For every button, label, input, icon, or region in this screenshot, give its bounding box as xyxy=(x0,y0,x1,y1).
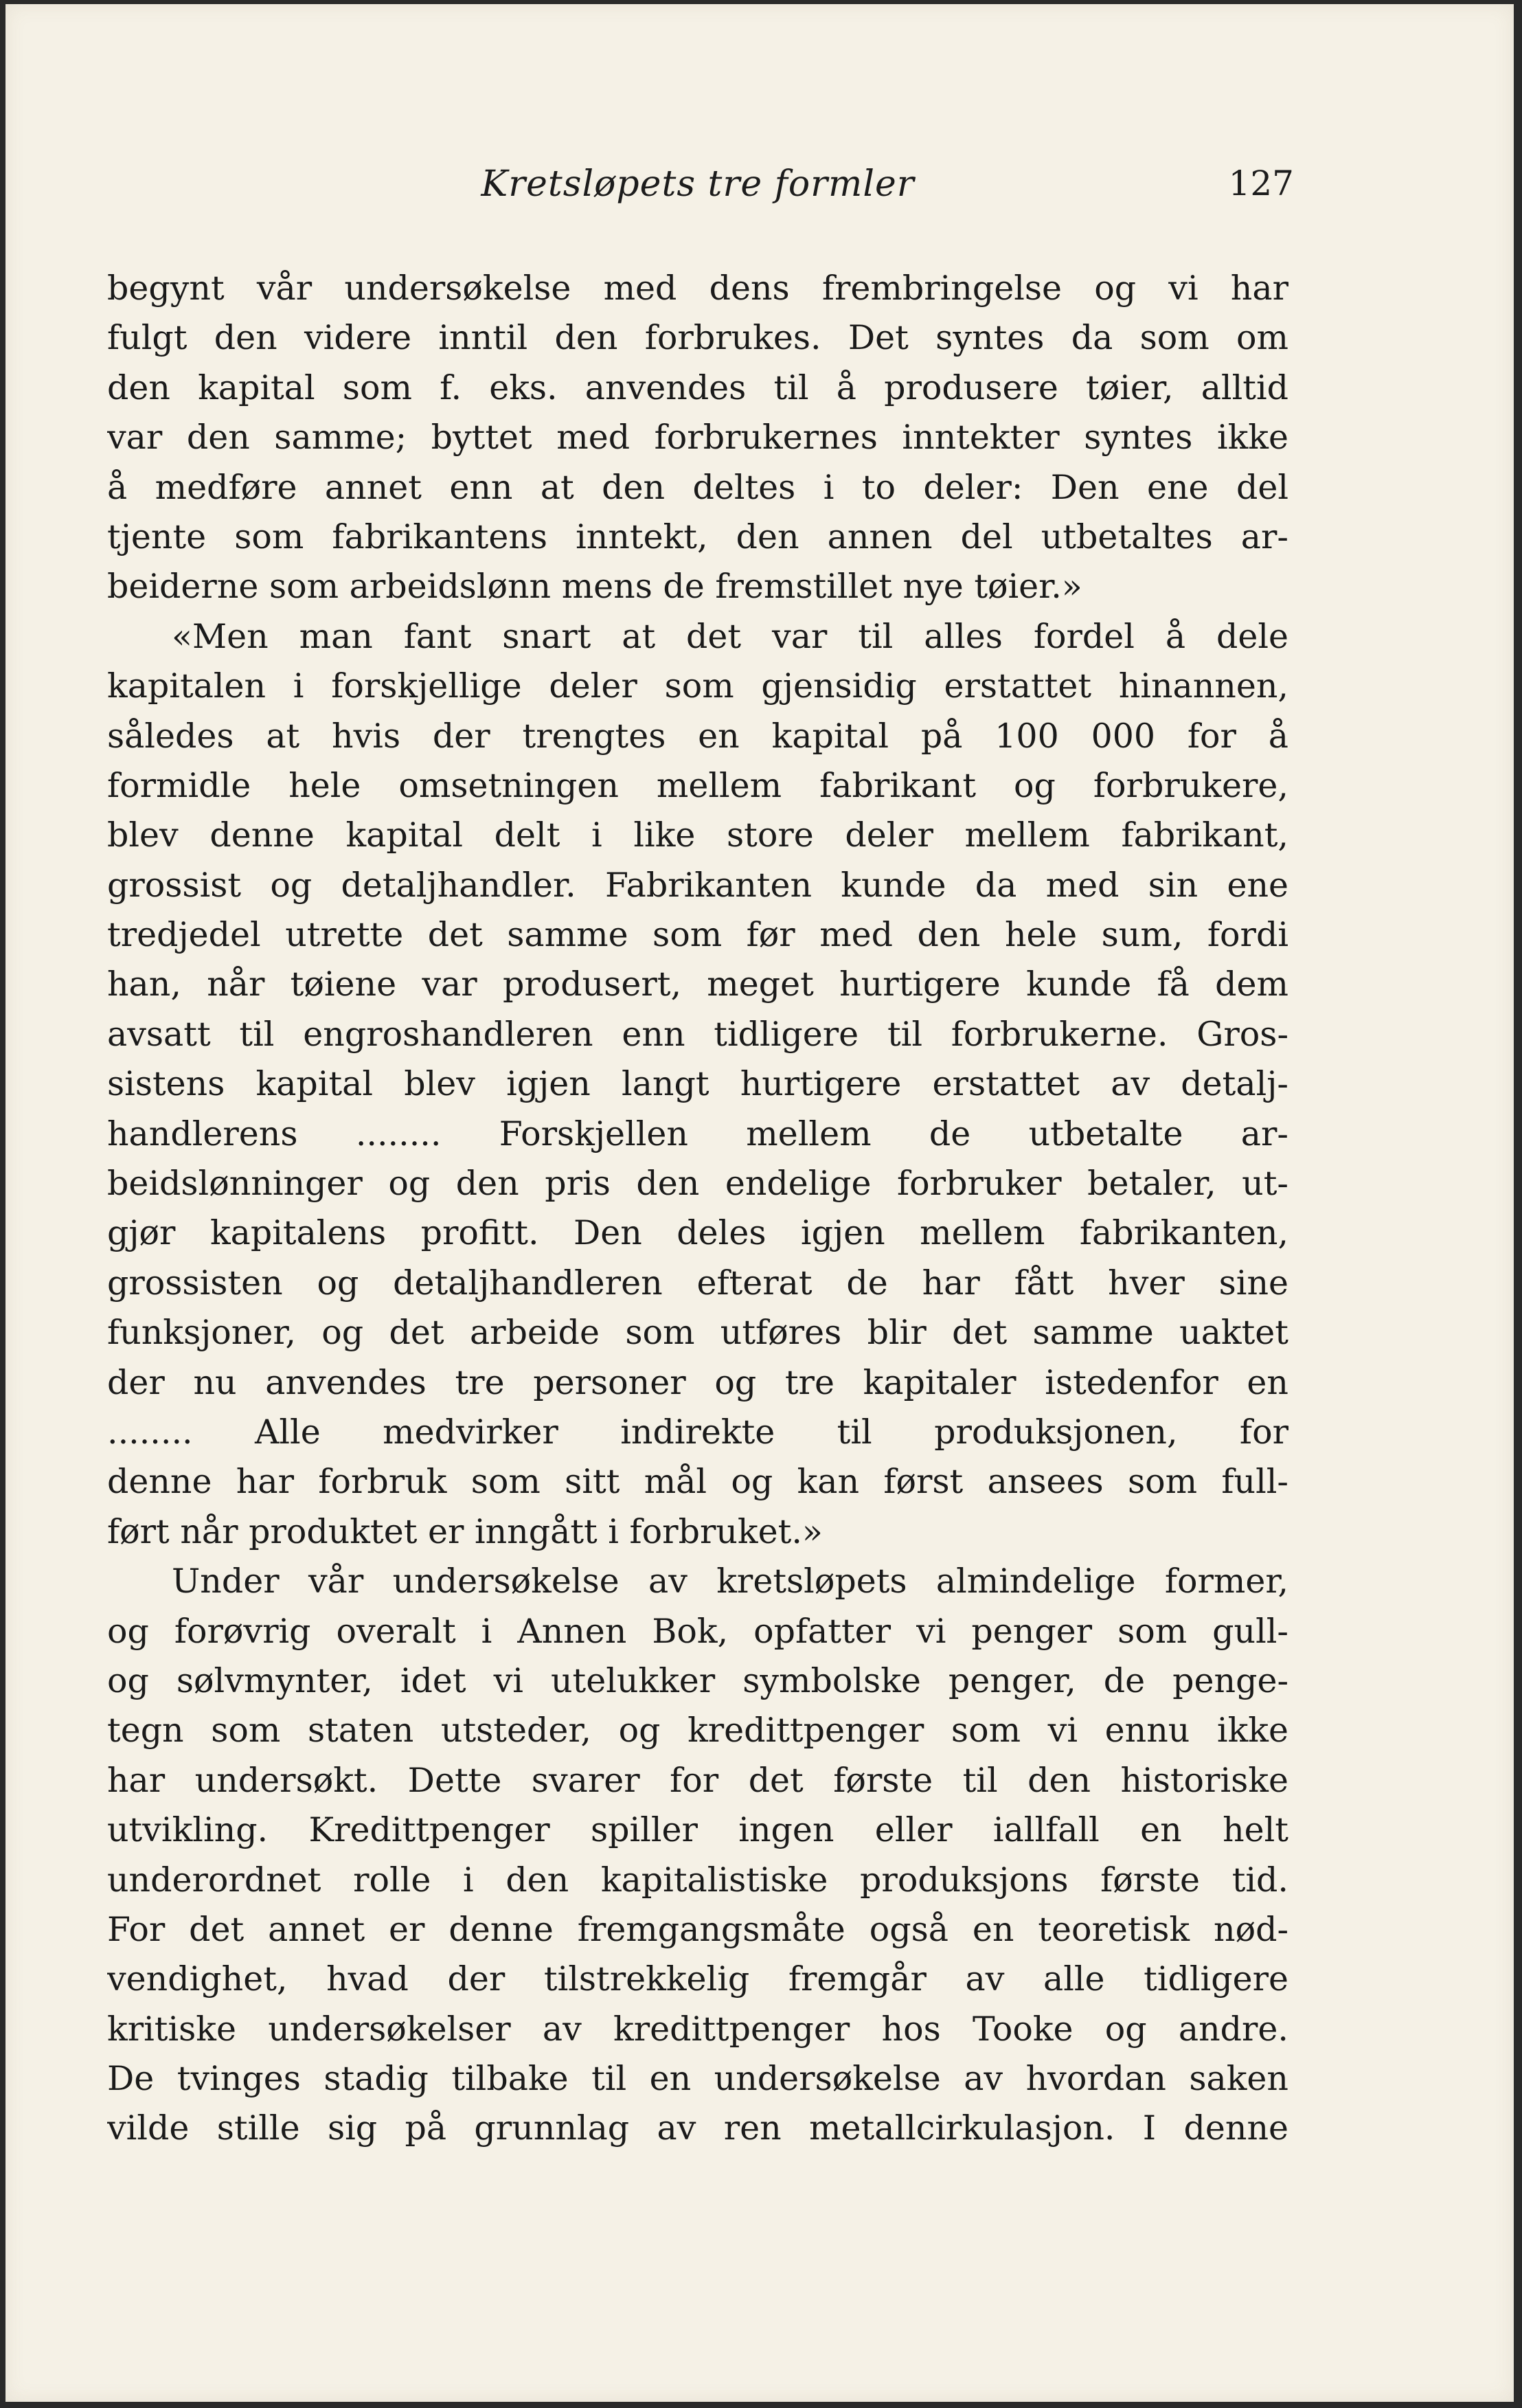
text-line: Under vår undersøkelse av kretsløpets almindelige former, xyxy=(172,1562,1288,1601)
body-text xyxy=(107,264,1288,2154)
text-line: grossist og detaljhandler. Fabrikanten kunde da med sin ene xyxy=(107,865,1288,905)
running-title: Kretsløpets tre formler xyxy=(481,164,915,205)
text-line: og forøvrig overalt i Annen Bok, opfatter vi penger som gull- xyxy=(107,1611,1288,1651)
text-line: sistens kapital blev igjen langt hurtigere erstattet av detalj- xyxy=(107,1064,1288,1104)
text-line: og sølvmynter, idet vi utelukker symbolske penger, de penge- xyxy=(107,1661,1288,1700)
text-line: denne har forbruk som sitt mål og kan først ansees som full- xyxy=(107,1462,1288,1502)
text-line: underordnet rolle i den kapitalistiske produksjons første tid. xyxy=(107,1860,1288,1900)
text-line: således at hvis der trengtes en kapital på 100 000 for å xyxy=(107,716,1288,756)
text-line: formidle hele omsetningen mellem fabrikant og forbrukere, xyxy=(107,765,1288,805)
text-line: tegn som staten utsteder, og kredittpenger som vi ennu ikke xyxy=(107,1711,1288,1751)
text-line: avsatt til engroshandleren enn tidligere til forbrukerne. Gros- xyxy=(107,1014,1288,1054)
text-line: kritiske undersøkelser av kredittpenger hos Tooke og andre. xyxy=(107,2009,1288,2049)
text-line: begynt vår undersøkelse med dens frembringelse og vi har xyxy=(107,269,1288,308)
text-line: har undersøkt. Dette svarer for det første til den historiske xyxy=(107,1760,1288,1800)
text-line: vilde stille sig på grunnlag av ren metallcirkulasjon. I denne xyxy=(107,2108,1288,2148)
text-line: handlerens ........ Forskjellen mellem de utbetalte ar- xyxy=(107,1114,1288,1154)
text-line: vendighet, hvad der tilstrekkelig fremgår av alle tidligere xyxy=(107,1959,1288,1999)
book-page xyxy=(5,4,1514,2402)
text-line: tredjedel utrette det samme som før med den hele sum, fordi xyxy=(107,915,1288,955)
text-line: beidslønninger og den pris den endelige forbruker betaler, ut- xyxy=(107,1164,1288,1204)
text-line: der nu anvendes tre personer og tre kapitaler istedenfor en xyxy=(107,1362,1288,1402)
text-line: å medføre annet enn at den deltes i to deler: Den ene del xyxy=(107,467,1288,507)
text-line: beiderne som arbeidslønn mens de fremstillet nye tøier.» xyxy=(107,567,1082,607)
text-line: den kapital som f. eks. anvendes til å produsere tøier, alltid xyxy=(107,368,1288,407)
text-line: grossisten og detaljhandleren efterat de har fått hver sine xyxy=(107,1263,1288,1303)
text-line: gjør kapitalens profitt. Den deles igjen mellem fabrikanten, xyxy=(107,1213,1288,1253)
text-line: tjente som fabrikantens inntekt, den annen del utbetaltes ar- xyxy=(107,517,1288,556)
page-header xyxy=(107,164,1294,212)
text-line: ført når produktet er inngått i forbruket.» xyxy=(107,1511,823,1551)
text-line: De tvinges stadig tilbake til en undersøkelse av hvordan saken xyxy=(107,2059,1288,2099)
text-line: han, når tøiene var produsert, meget hurtigere kunde få dem xyxy=(107,965,1288,1004)
text-line: ........ Alle medvirker indirekte til produksjonen, for xyxy=(107,1412,1288,1452)
text-line: blev denne kapital delt i like store deler mellem fabrikant, xyxy=(107,815,1288,855)
text-line: For det annet er denne fremgangsmåte også en teoretisk nød- xyxy=(107,1909,1288,1949)
text-line: utvikling. Kredittpenger spiller ingen eller iallfall en helt xyxy=(107,1810,1288,1850)
text-line: kapitalen i forskjellige deler som gjensidig erstattet hinannen, xyxy=(107,666,1288,706)
text-line: var den samme; byttet med forbrukernes inntekter syntes ikke xyxy=(107,418,1288,458)
text-line: «Men man fant snart at det var til alles fordel å dele xyxy=(172,616,1288,656)
page-number: 127 xyxy=(1228,164,1294,203)
text-line: fulgt den videre inntil den forbrukes. Det syntes da som om xyxy=(107,318,1288,358)
text-line: funksjoner, og det arbeide som utføres blir det samme uaktet xyxy=(107,1313,1288,1353)
